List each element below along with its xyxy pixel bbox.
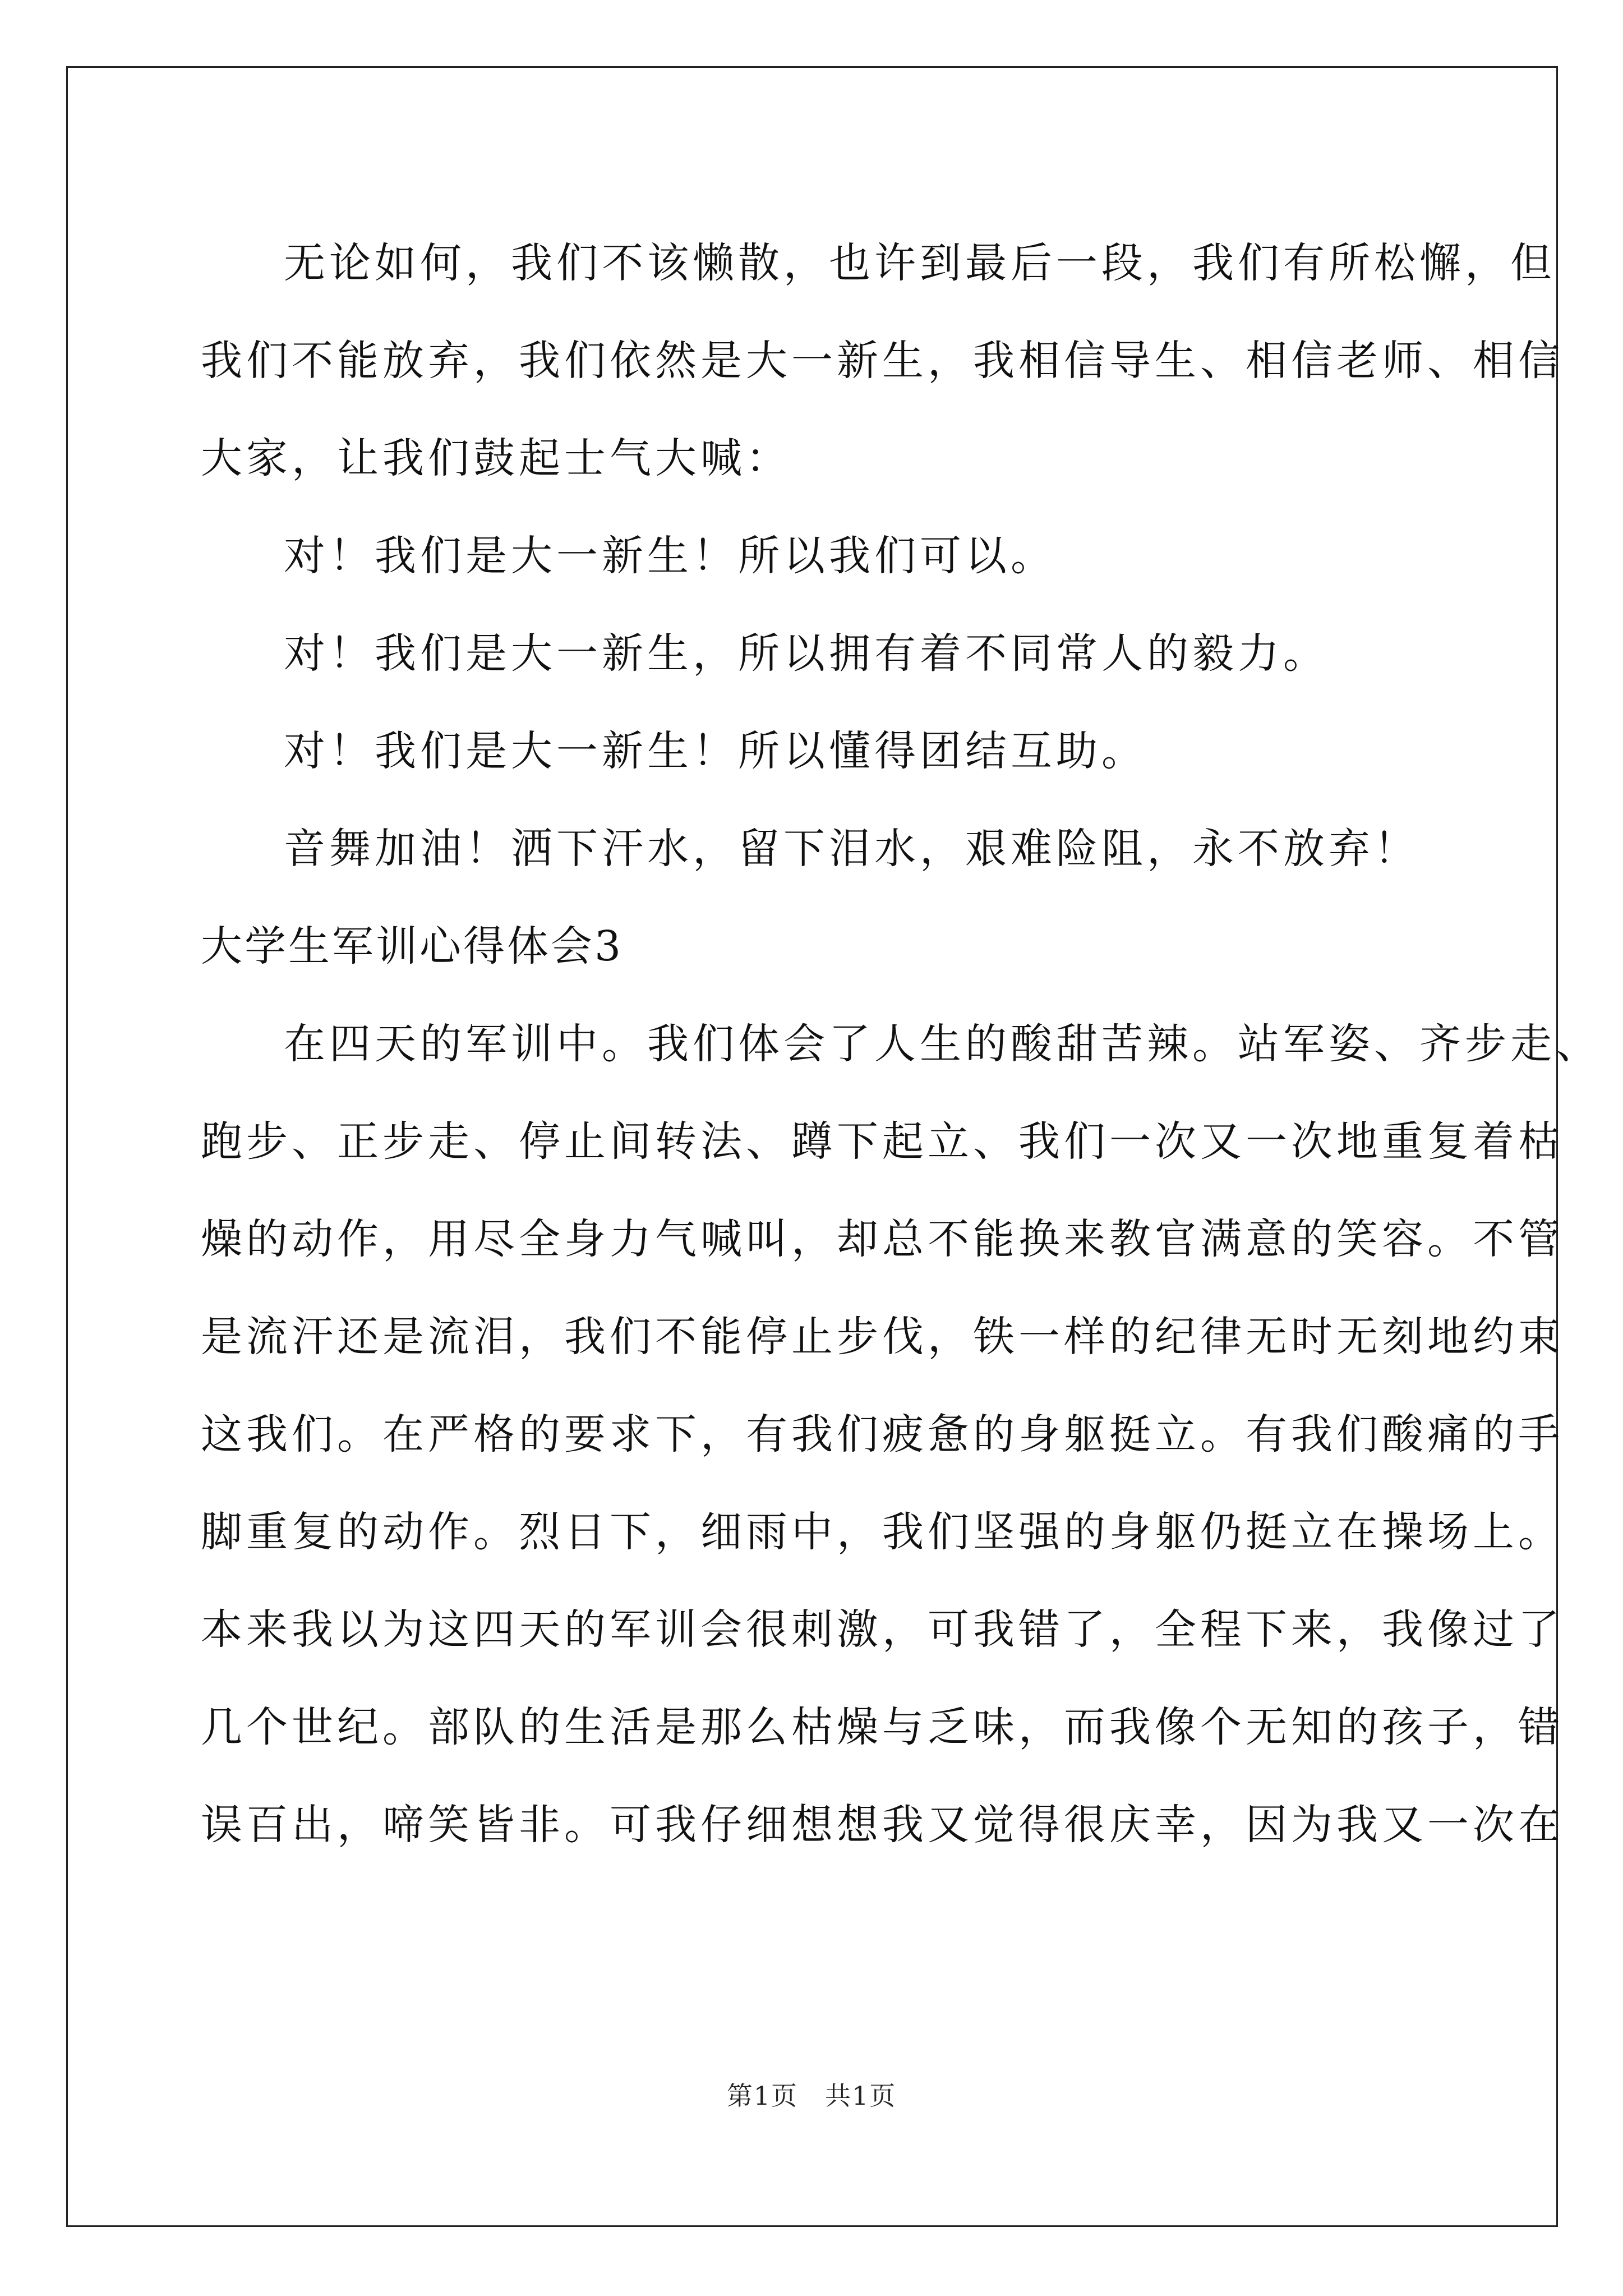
paragraph-line: 燥的动作，用尽全身力气喊叫，却总不能换来教官满意的笑容。不管 (201, 1215, 1564, 1263)
paragraph-line: 大家，让我们鼓起士气大喊： (201, 434, 791, 482)
paragraph-line: 几个世纪。部队的生活是那么枯燥与乏味，而我像个无知的孩子，错 (201, 1703, 1564, 1751)
paragraph-line: 我们不能放弃，我们依然是大一新生，我相信导生、相信老师、相信 (201, 337, 1564, 385)
paragraph-line: 音舞加油！洒下汗水，留下泪水，艰难险阻，永不放弃！ (284, 825, 1419, 873)
paragraph-line: 跑步、正步走、停止间转法、蹲下起立、我们一次又一次地重复着枯 (201, 1117, 1564, 1166)
page-footer: 第1页 共1页 (726, 2081, 897, 2111)
paragraph-line: 在四天的军训中。我们体会了人生的酸甜苦辣。站军姿、齐步走、 (284, 1020, 1601, 1068)
paragraph-line: 这我们。在严格的要求下，有我们疲惫的身躯挺立。有我们酸痛的手 (201, 1410, 1564, 1458)
paragraph-line: 本来我以为这四天的军训会很刺激，可我错了，全程下来，我像过了 (201, 1605, 1564, 1654)
paragraph-line: 对！我们是大一新生，所以拥有着不同常人的毅力。 (284, 629, 1329, 678)
paragraph-line: 对！我们是大一新生！所以懂得团结互助。 (284, 727, 1147, 775)
document-content (201, 214, 1601, 1874)
paragraph-line: 是流汗还是流泪，我们不能停止步伐，铁一样的纪律无时无刻地约束 (201, 1313, 1564, 1361)
paragraph-line: 无论如何，我们不该懒散，也许到最后一段，我们有所松懈，但 (284, 239, 1556, 287)
section-heading: 大学生军训心得体会3 (201, 922, 624, 970)
paragraph-line: 对！我们是大一新生！所以我们可以。 (284, 532, 1056, 580)
paragraph-line: 脚重复的动作。烈日下，细雨中，我们坚强的身躯仍挺立在操场上。 (201, 1508, 1564, 1556)
paragraph-line: 误百出，啼笑皆非。可我仔细想想我又觉得很庆幸，因为我又一次在 (201, 1801, 1564, 1849)
